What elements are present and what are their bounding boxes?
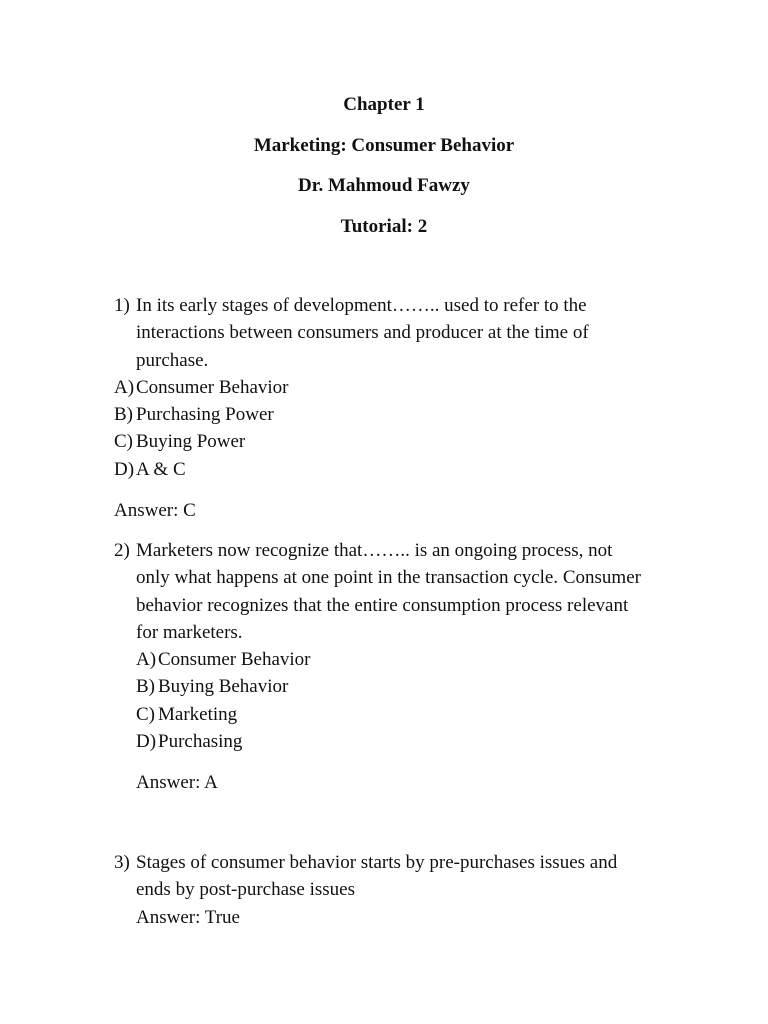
- question-2-option-c: C) Marketing: [136, 703, 238, 725]
- question-2-line-4: for marketers.: [136, 621, 243, 643]
- question-1: [114, 292, 714, 483]
- question-1-line-1: 1) In its early stages of development…….. used to refer to the: [114, 292, 714, 319]
- question-2-line-3: behavior recognizes that the entire consumption process relevant: [136, 594, 629, 616]
- question-1-number: 1): [114, 295, 130, 316]
- question-3: [114, 849, 714, 931]
- question-3-line-1: 3) Stages of consumer behavior starts by pre-purchases issues and: [114, 849, 714, 876]
- question-3-answer: Answer: True: [136, 906, 240, 928]
- question-2-option-d: D) Purchasing: [136, 731, 243, 753]
- question-2-line-2: only what happens at one point in the transaction cycle. Consumer: [136, 567, 641, 589]
- question-2-option-a: A) Consumer Behavior: [136, 649, 311, 671]
- tutorial-number: Tutorial: 2: [340, 215, 428, 237]
- question-2-answer: Answer: A: [136, 772, 218, 793]
- question-1-option-a: A) Consumer Behavior: [114, 376, 289, 398]
- course-title: Marketing: Consumer Behavior: [253, 134, 515, 156]
- question-2-number: 2): [114, 540, 130, 561]
- question-3-number: 3): [114, 852, 130, 873]
- question-1-option-c: C) Buying Power: [114, 431, 246, 453]
- document-header: [0, 91, 768, 253]
- question-2-line-1: 2) Marketers now recognize that…….. is an ongoing process, not: [114, 537, 714, 564]
- chapter-title: Chapter 1: [343, 94, 425, 115]
- question-1-line-3: purchase.: [136, 349, 209, 371]
- instructor-name: Dr. Mahmoud Fawzy: [298, 175, 470, 196]
- question-2: [114, 537, 714, 755]
- question-1-line-2: interactions between consumers and producer at the time of: [136, 322, 589, 344]
- question-1-option-d: D) A & C: [114, 458, 186, 480]
- question-1-option-b: B) Purchasing Power: [114, 404, 274, 426]
- question-2-option-b: B) Buying Behavior: [136, 676, 289, 698]
- question-3-line-2: ends by post-purchase issues: [136, 879, 355, 901]
- question-1-answer: Answer: C: [114, 500, 196, 521]
